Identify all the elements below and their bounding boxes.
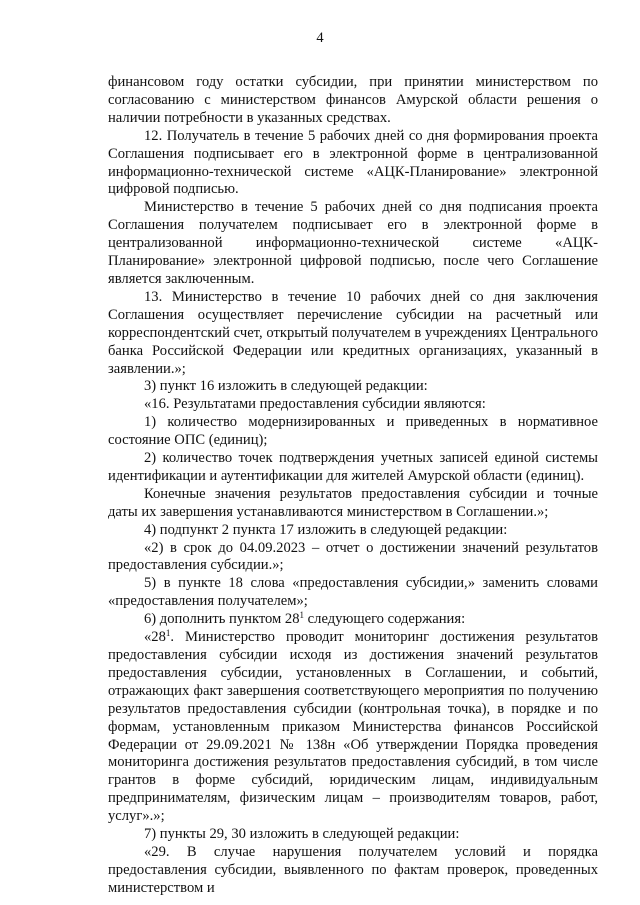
paragraph-p15: 7) пункты 29, 30 изложить в следующей редакции: <box>144 826 460 843</box>
paragraph-p07: 1) количество модернизированных и приведенных в нормативное состояние ОПС (единиц); <box>108 414 598 449</box>
paragraph-p02: 12. Получатель в течение 5 рабочих дней со дня формирования проекта Соглашения подписывает его в электронной форме в централизованной информационно-технической системе «АЦК-Планирование» электронной цифровой подписью. <box>108 127 598 198</box>
paragraph-text: «28 <box>144 629 166 646</box>
paragraph-p11: «2) в срок до 04.09.2023 – отчет о достижении значений результатов предоставления субсидии.»; <box>108 539 598 574</box>
paragraph-p14 <box>108 629 598 826</box>
document-body <box>108 74 598 898</box>
paragraph-p12: 5) в пункте 18 слова «предоставления субсидии,» заменить словами «предоставления получателем»; <box>108 575 598 610</box>
paragraph-p06: «16. Результатами предоставления субсидии являются: <box>144 396 486 413</box>
paragraph-p04: 13. Министерство в течение 10 рабочих дней со дня заключения Соглашения осуществляет перечисление субсидии на расчетный или корреспондентский счет, открытый получателем в учреждениях Центрального банка Российской Федерации или кредитных организациях, указанный в заявлении.»; <box>108 288 598 377</box>
superscript: 1 <box>165 628 171 639</box>
superscript: 1 <box>299 610 305 621</box>
paragraph-text: следующего содержания: <box>304 611 466 628</box>
paragraph-p03: Министерство в течение 5 рабочих дней со дня подписания проекта Соглашения получателем подписывает его в электронной форме в централизованной информационно-технической системе «АЦК-Планирование» электронной цифровой подписью, после чего Соглашение является заключенным. <box>108 199 598 287</box>
paragraph-p05: 3) пункт 16 изложить в следующей редакции: <box>144 378 428 395</box>
paragraph-text: . Министерство проводит мониторинг достижения результатов предоставления субсидии исходя из достижения значений результатов предоставления субсидии, установленных в Соглашении, и событий, отражающих факт завершения соответствующего мероприятия по получению результатов предоставления субсидии (контрольная точка), в порядке и по формам, установленным приказом Министерства финансов Российской Федерации от 29.09.2021 № 138н «Об утверждении Порядка проведения мониторинга достижения результатов предоставления субсидий, в том числе грантов в форме субсидий, юридическим лицам, индивидуальным предпринимателям, физическим лицам – производителям товаров, работ, услуг».»; <box>108 629 598 825</box>
paragraph-p16: «29. В случае нарушения получателем условий и порядка предоставления субсидии, выявленного по фактам проверок, проведенных министерством и <box>108 843 598 896</box>
paragraph-p10: 4) подпункт 2 пункта 17 изложить в следующей редакции: <box>144 521 508 538</box>
paragraph-p01: финансовом году остатки субсидии, при принятии министерством по согласованию с министерством финансов Амурской области решения о наличии потребности в указанных средствах. <box>108 74 598 126</box>
page-number: 4 <box>316 30 324 46</box>
paragraph-p13 <box>108 611 598 629</box>
paragraph-p08: 2) количество точек подтверждения учетных записей единой системы идентификации и аутентификации для жителей Амурской области (единиц). <box>108 450 598 484</box>
paragraph-text: 6) дополнить пунктом 28 <box>144 611 300 628</box>
paragraph-p09: Конечные значения результатов предоставления субсидии и точные даты их завершения устанавливаются министерством в Соглашении.»; <box>108 485 598 520</box>
